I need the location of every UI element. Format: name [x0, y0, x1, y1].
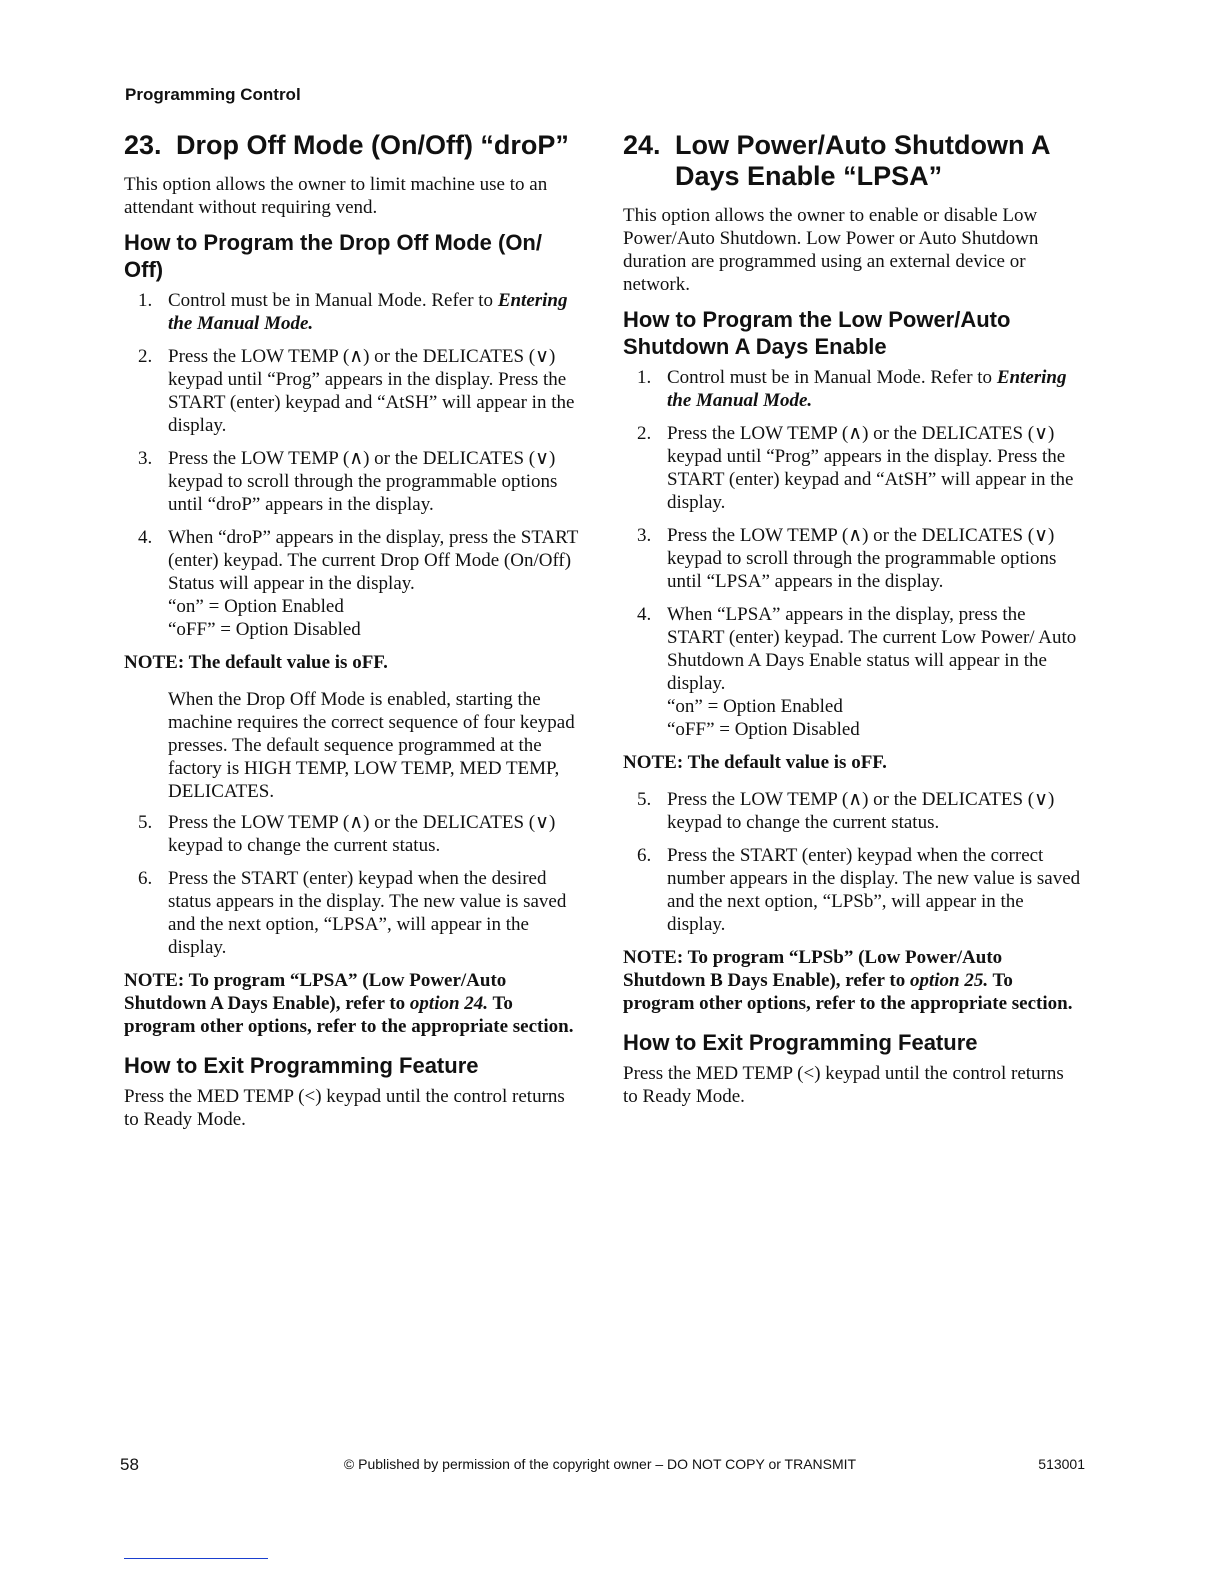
section-number: 23. [124, 130, 162, 160]
document-number: 513001 [1038, 1456, 1085, 1472]
section-title-text: Low Power/Auto Shutdown A Days Enable “LPSA” [675, 130, 1050, 191]
step-item: 4. When “LPSA” appears in the display, press the START (enter) keypad. The current Low Power/ Auto Shutdown A Days Enable status will appear in the display. “on” = Option Enabled “oFF” = Option Disabled [623, 603, 1083, 741]
step-item: 6. Press the START (enter) keypad when the correct number appears in the display. The new value is saved and the next option, “LPSb”, will appear in the display. [637, 845, 1081, 935]
section-24-title [623, 130, 1083, 192]
manual-mode-reference: Entering the Manual Mode. [168, 290, 568, 334]
step-item: 6. Press the START (enter) keypad when the desired status appears in the display. The new value is saved and the next option, “LPSA”, will appear in the display. [138, 868, 567, 958]
section-intro: This option allows the owner to limit machine use to an attendant without requiring vend. [124, 174, 548, 218]
next-option-note: NOTE: To program “LPSb” (Low Power/Auto Shutdown B Days Enable), refer to option 25. To program other options, refer to the appropriate section. [623, 947, 1073, 1014]
step-item: 2. Press the LOW TEMP (∧) or the DELICATES (∨) keypad until “Prog” appears in the display. Press the START (enter) keypad and “AtSH” will appear in the display. [637, 423, 1074, 513]
copyright-notice: © Published by permission of the copyright owner – DO NOT COPY or TRANSMIT [343, 1456, 857, 1472]
step-item: 1. Control must be in Manual Mode. Refer to Entering the Manual Mode. [138, 290, 568, 334]
right-column [623, 130, 1083, 1118]
section-intro: This option allows the owner to enable or disable Low Power/Auto Shutdown. Low Power or Auto Shutdown duration are programmed using an external device or network. [623, 205, 1039, 295]
footnote-rule [124, 1558, 268, 1559]
how-to-program-heading: How to Program the Drop Off Mode (On/ Off) [124, 230, 542, 282]
exit-programming-heading: How to Exit Programming Feature [623, 1030, 978, 1055]
step-item: 4. When “droP” appears in the display, press the START (enter) keypad. The current Drop Off Mode (On/Off) Status will appear in the display. “on” = Option Enabled “oFF” = Option Disabled [124, 526, 582, 641]
step-item: 5. Press the LOW TEMP (∧) or the DELICATES (∨) keypad to change the current status. [138, 812, 556, 856]
option-disabled-line: “oFF” = Option Disabled [168, 619, 361, 640]
page-number: 58 [120, 1455, 139, 1474]
step-item: 1. Control must be in Manual Mode. Refer to Entering the Manual Mode. [637, 367, 1067, 411]
option-enabled-line: “on” = Option Enabled [168, 596, 344, 617]
manual-mode-reference: Entering the Manual Mode. [667, 367, 1067, 411]
steps-list-continued [124, 811, 582, 959]
next-option-note: NOTE: To program “LPSA” (Low Power/Auto Shutdown A Days Enable), refer to option 24. To program other options, refer to the appropriate section. [124, 970, 574, 1037]
step-item: 5. Press the LOW TEMP (∧) or the DELICATES (∨) keypad to change the current status. [637, 789, 1055, 833]
exit-programming-text: Press the MED TEMP (<) keypad until the control returns to Ready Mode. [124, 1086, 565, 1130]
section-title-text: Drop Off Mode (On/Off) “droP” [176, 130, 569, 160]
option-enabled-line: “on” = Option Enabled [667, 696, 843, 717]
left-column [124, 130, 582, 1141]
step-item: 2. Press the LOW TEMP (∧) or the DELICATES (∨) keypad until “Prog” appears in the display. Press the START (enter) keypad and “AtSH” will appear in the display. [138, 346, 575, 436]
exit-programming-heading: How to Exit Programming Feature [124, 1053, 479, 1078]
default-value-note: NOTE: The default value is oFF. [623, 752, 887, 773]
step-item: 3. Press the LOW TEMP (∧) or the DELICATES (∨) keypad to scroll through the programmable options until “droP” appears in the display. [138, 448, 558, 515]
running-header: Programming Control [125, 85, 301, 104]
exit-programming-text: Press the MED TEMP (<) keypad until the control returns to Ready Mode. [623, 1063, 1064, 1107]
steps-list [623, 366, 1083, 741]
drop-off-description: When the Drop Off Mode is enabled, starting the machine requires the correct sequence of four keypad presses. The default sequence programmed at the factory is HIGH TEMP, LOW TEMP, MED TEMP, DELICATES. [168, 689, 575, 802]
steps-list-continued [623, 788, 1083, 936]
how-to-program-heading: How to Program the Low Power/Auto Shutdown A Days Enable [623, 307, 1011, 359]
default-value-note: NOTE: The default value is oFF. [124, 652, 388, 673]
step-item: 3. Press the LOW TEMP (∧) or the DELICATES (∨) keypad to scroll through the programmable options until “LPSA” appears in the display. [637, 525, 1057, 592]
section-number: 24. [623, 130, 661, 160]
option-disabled-line: “oFF” = Option Disabled [667, 719, 860, 740]
section-23-title [124, 130, 582, 161]
steps-list [124, 289, 582, 641]
